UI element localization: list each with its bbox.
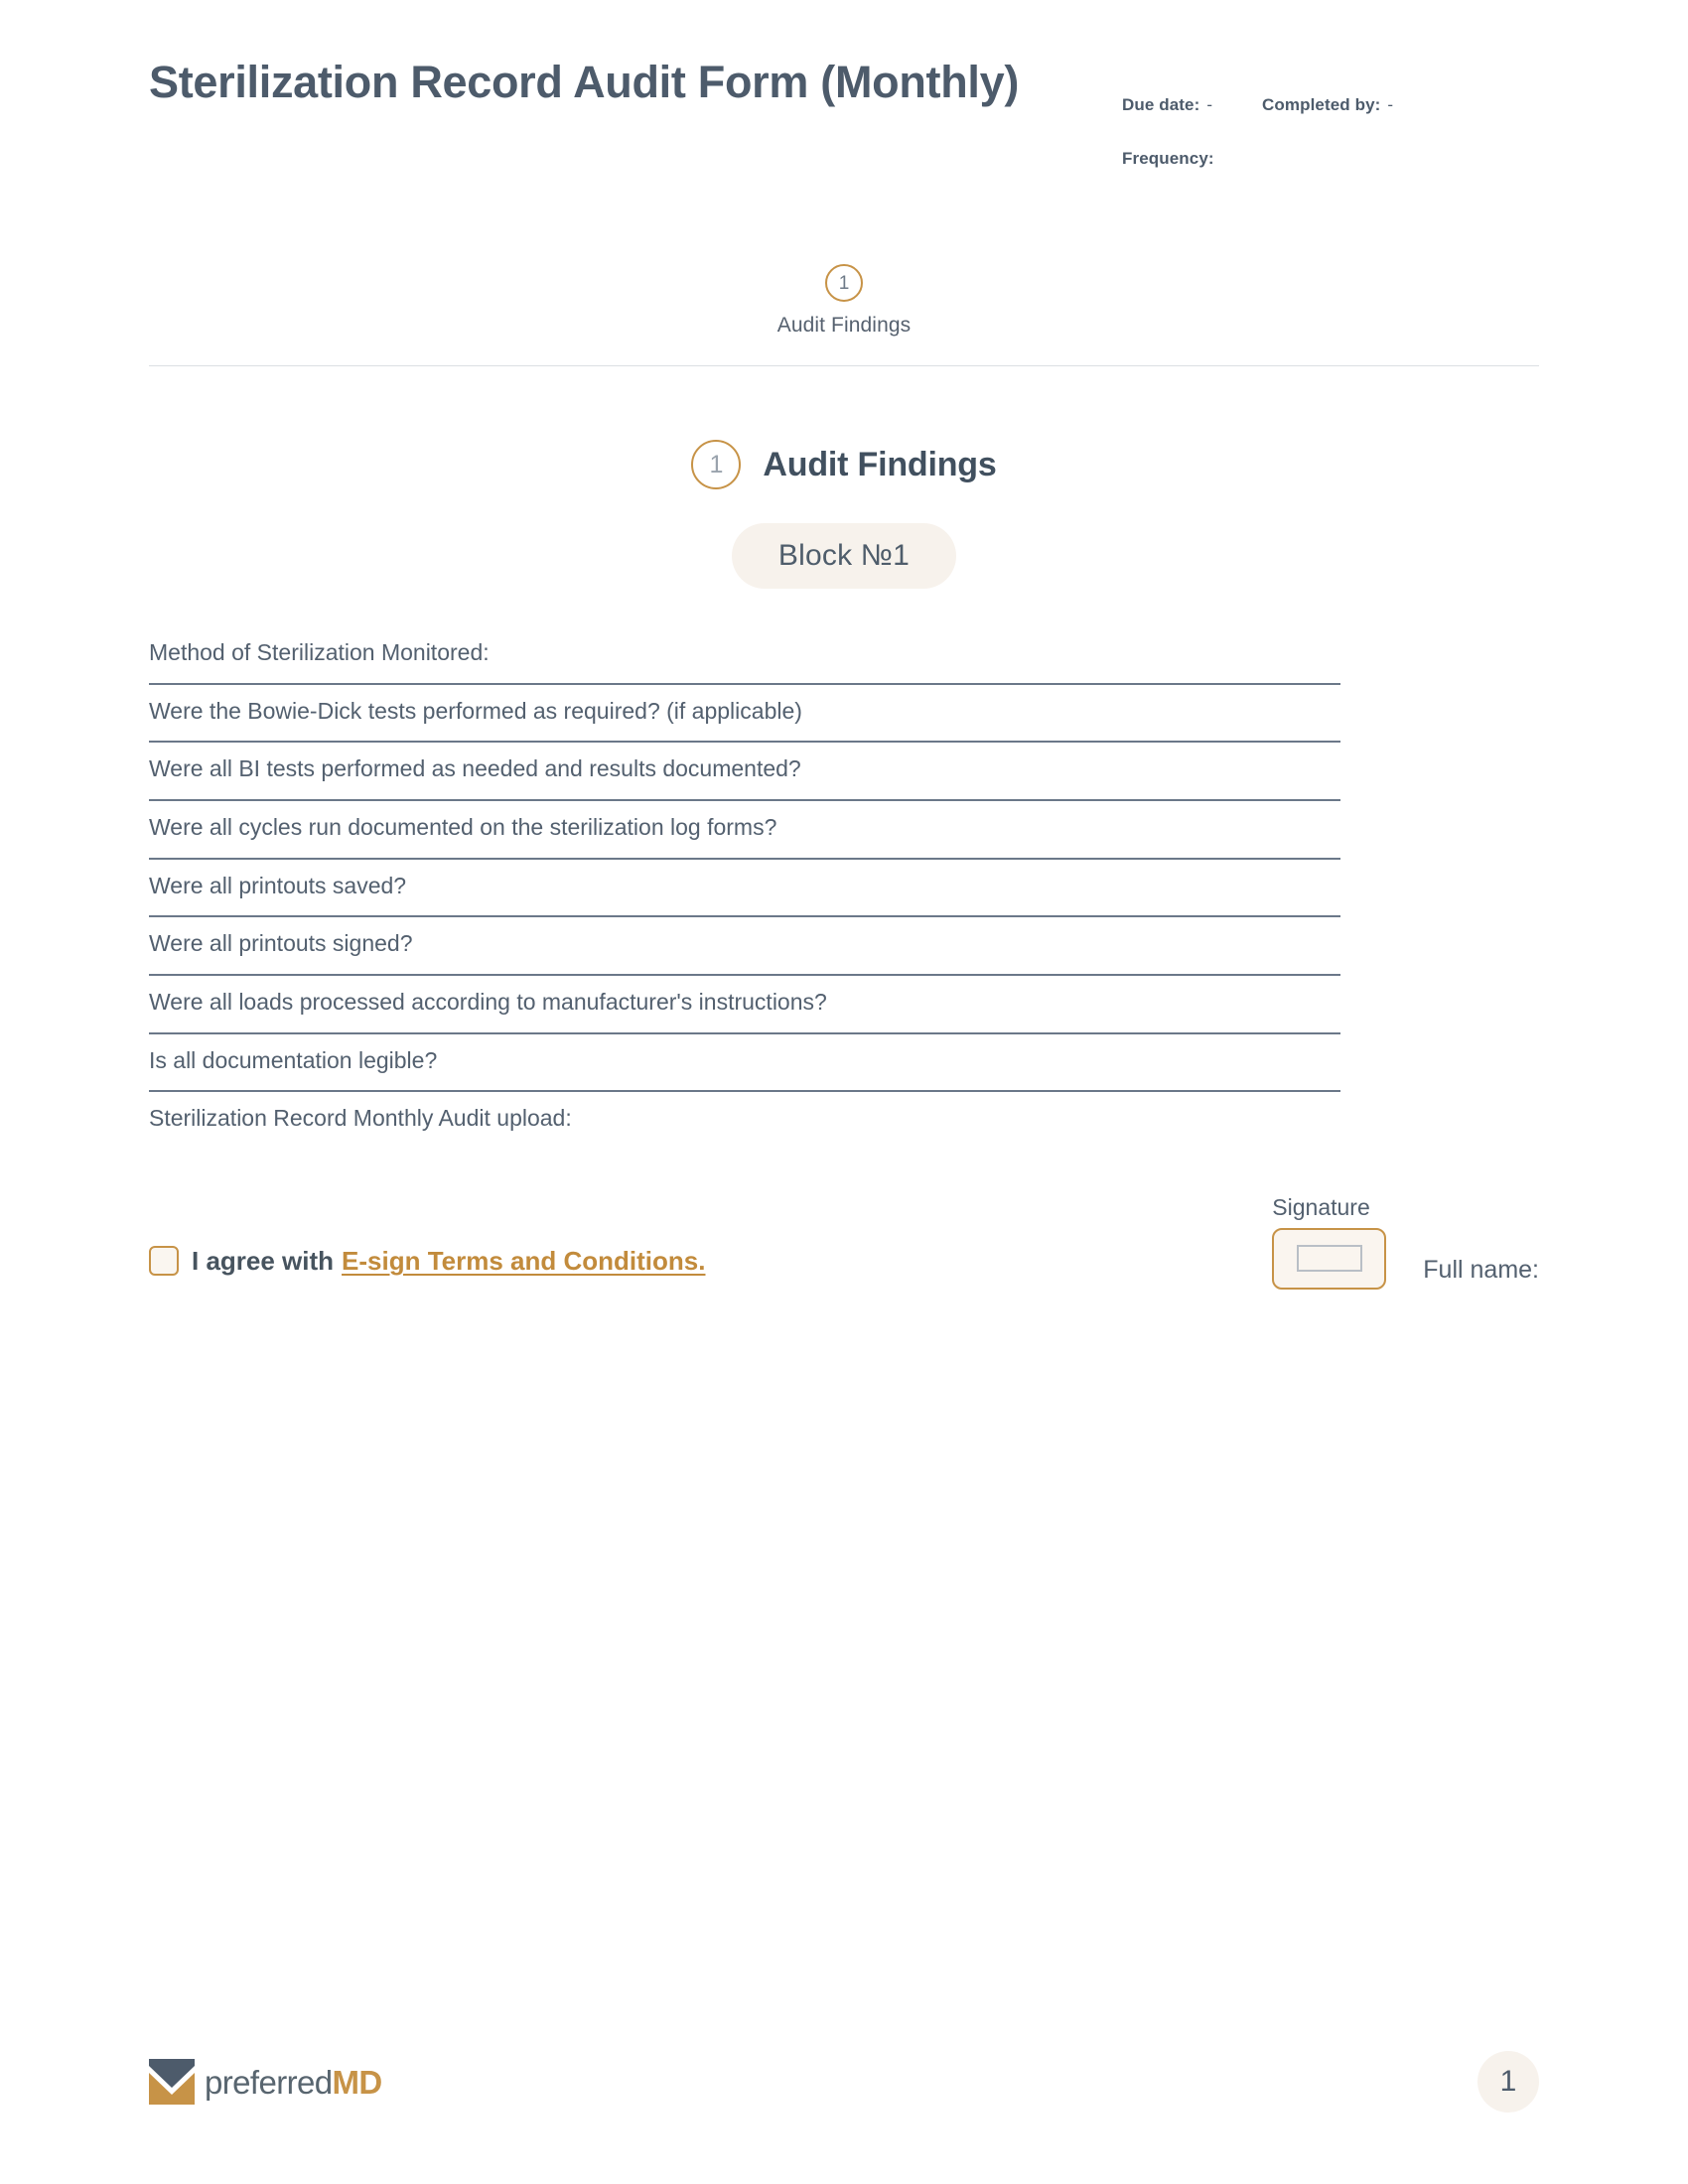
signature-section xyxy=(1272,1194,1539,1290)
stepper-step-1-circle[interactable]: 1 xyxy=(825,264,863,302)
question-row[interactable] xyxy=(149,1034,1340,1093)
block-pill-wrapper xyxy=(0,523,1688,589)
question-text: Were all printouts saved? xyxy=(149,872,407,898)
frequency-field xyxy=(1122,149,1221,169)
block-label-badge: Block №1 xyxy=(732,523,956,589)
question-row[interactable] xyxy=(149,626,1340,685)
stepper xyxy=(0,264,1688,338)
question-text: Were all printouts signed? xyxy=(149,930,413,957)
logo-text-preferred: preferred xyxy=(205,2063,333,2101)
meta-row-frequency xyxy=(1122,149,1539,169)
question-text: Were the Bowie-Dick tests performed as required? (if applicable) xyxy=(149,697,802,724)
preferredmd-logo-icon xyxy=(149,2059,195,2105)
page-number-badge: 1 xyxy=(1477,2051,1539,2113)
question-row[interactable] xyxy=(149,917,1340,976)
completed-by-field xyxy=(1262,95,1393,115)
agreement-signature-row xyxy=(149,1194,1539,1290)
question-text: Were all cycles run documented on the sterilization log forms? xyxy=(149,813,777,840)
header-divider xyxy=(149,365,1539,366)
question-text: Were all BI tests performed as needed and results documented? xyxy=(149,755,801,782)
due-date-value: - xyxy=(1206,95,1213,114)
section-title: Audit Findings xyxy=(763,445,997,483)
due-date-label: Due date: xyxy=(1122,95,1200,114)
header-meta xyxy=(1122,40,1539,203)
file-upload-row[interactable] xyxy=(149,1092,1340,1149)
logo-text-md: MD xyxy=(332,2063,382,2101)
due-date-field xyxy=(1122,95,1212,115)
section-number-circle: 1 xyxy=(691,440,741,489)
document-footer xyxy=(0,2051,1688,2113)
esign-agree-checkbox[interactable] xyxy=(149,1246,179,1276)
esign-agree-prefix: I agree with xyxy=(192,1245,335,1276)
question-row[interactable] xyxy=(149,801,1340,860)
esign-agree-text xyxy=(192,1246,705,1277)
signature-field-group xyxy=(1272,1194,1386,1290)
signature-placeholder-icon xyxy=(1297,1245,1362,1272)
signature-capture-box[interactable] xyxy=(1272,1228,1386,1290)
preferredmd-logo-text xyxy=(205,2063,382,2101)
meta-row-due-completed xyxy=(1122,95,1539,115)
question-text: Method of Sterilization Monitored: xyxy=(149,639,490,665)
esign-agreement xyxy=(149,1194,705,1277)
questions-table xyxy=(149,626,1539,1149)
document-header xyxy=(0,0,1688,203)
question-row[interactable] xyxy=(149,860,1340,918)
section-heading xyxy=(0,440,1688,489)
question-row[interactable] xyxy=(149,743,1340,801)
file-upload-label: Sterilization Record Monthly Audit upload: xyxy=(149,1105,572,1132)
full-name-label: Full name: xyxy=(1423,1255,1539,1284)
frequency-label: Frequency: xyxy=(1122,149,1214,168)
completed-by-value: - xyxy=(1387,95,1394,114)
question-text: Were all loads processed according to manufacturer's instructions? xyxy=(149,988,827,1015)
stepper-step-1-label: Audit Findings xyxy=(776,314,912,337)
esign-terms-link[interactable]: E-sign Terms and Conditions. xyxy=(342,1245,706,1276)
preferredmd-logo xyxy=(149,2059,382,2105)
question-row[interactable] xyxy=(149,685,1340,744)
question-text: Is all documentation legible? xyxy=(149,1046,438,1073)
page-title: Sterilization Record Audit Form (Monthly) xyxy=(149,57,1020,107)
completed-by-label: Completed by: xyxy=(1262,95,1381,114)
signature-label: Signature xyxy=(1272,1193,1370,1220)
question-row[interactable] xyxy=(149,976,1340,1034)
